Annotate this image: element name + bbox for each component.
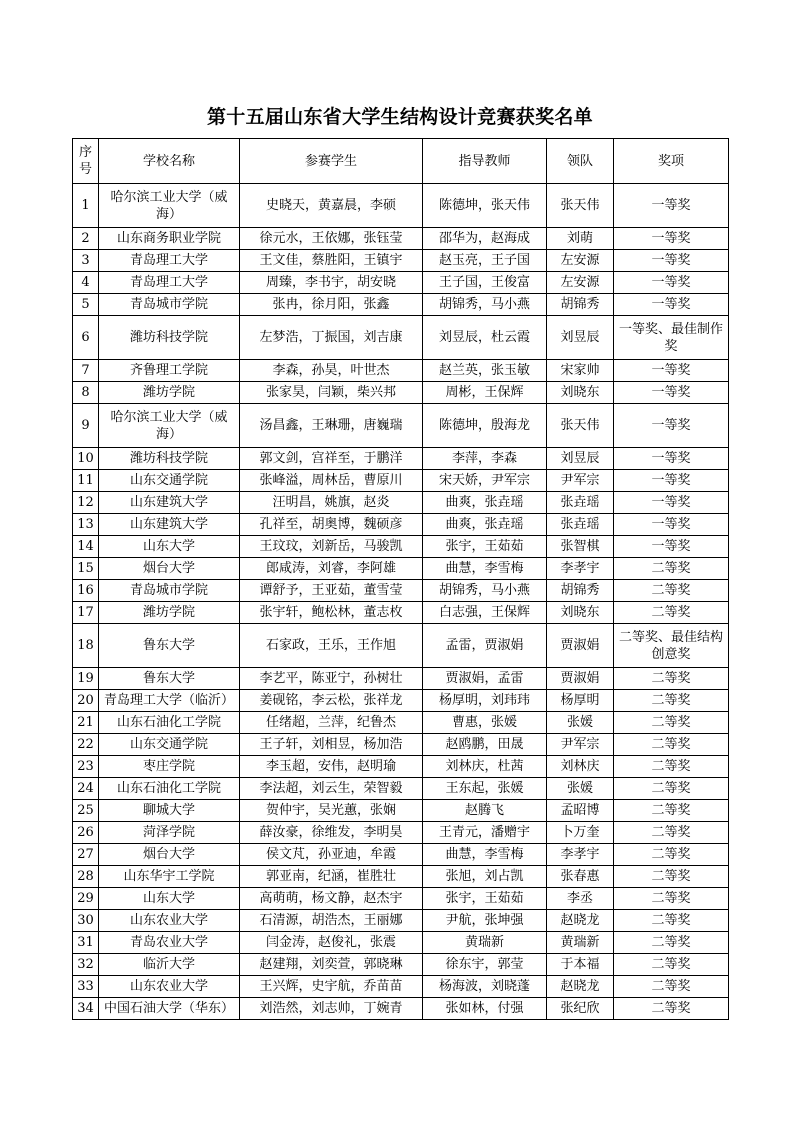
cell-school: 临沂大学 xyxy=(99,954,240,976)
cell-teachers: 刘昱辰，杜云霞 xyxy=(423,316,547,360)
cell-school: 青岛农业大学 xyxy=(99,932,240,954)
table-row xyxy=(73,734,729,756)
cell-students: 谭舒予，王亚茹，董雪莹 xyxy=(240,580,423,602)
cell-teachers: 陈德坤，殷海龙 xyxy=(423,404,547,448)
cell-no: 32 xyxy=(73,954,99,976)
cell-students: 周臻，李书宇，胡安晓 xyxy=(240,272,423,294)
table-row xyxy=(73,910,729,932)
header-row xyxy=(73,139,729,184)
cell-students: 赵建翔，刘奕萱，郭晓琳 xyxy=(240,954,423,976)
cell-students: 张家昊，闫颖，柴兴邦 xyxy=(240,382,423,404)
cell-school: 山东建筑大学 xyxy=(99,492,240,514)
cell-award: 二等奖 xyxy=(614,866,729,888)
cell-teachers: 张宇，王茹茹 xyxy=(423,888,547,910)
cell-students: 石清源，胡浩杰，王丽娜 xyxy=(240,910,423,932)
table-row xyxy=(73,558,729,580)
table-row xyxy=(73,998,729,1020)
cell-school: 青岛理工大学 xyxy=(99,250,240,272)
table-row xyxy=(73,404,729,448)
cell-leader: 赵晓龙 xyxy=(547,976,614,998)
table-row xyxy=(73,602,729,624)
cell-teachers: 周彬，王保辉 xyxy=(423,382,547,404)
cell-school: 山东商务职业学院 xyxy=(99,228,240,250)
cell-school: 哈尔滨工业大学（威海） xyxy=(99,404,240,448)
cell-teachers: 贾淑娟，孟雷 xyxy=(423,668,547,690)
table-row xyxy=(73,250,729,272)
cell-students: 王文佳，蔡胜阳，王镇宇 xyxy=(240,250,423,272)
cell-no: 30 xyxy=(73,910,99,932)
cell-leader: 李孝宇 xyxy=(547,558,614,580)
cell-award: 一等奖 xyxy=(614,228,729,250)
cell-no: 2 xyxy=(73,228,99,250)
cell-students: 汪明昌，姚旗，赵炎 xyxy=(240,492,423,514)
table-row xyxy=(73,932,729,954)
cell-school: 菏泽学院 xyxy=(99,822,240,844)
table-row xyxy=(73,888,729,910)
cell-teachers: 杨海波，刘晓蓬 xyxy=(423,976,547,998)
cell-students: 刘浩然，刘志帅，丁婉青 xyxy=(240,998,423,1020)
cell-leader: 张垚瑶 xyxy=(547,492,614,514)
cell-teachers: 宋天娇，尹军宗 xyxy=(423,470,547,492)
cell-leader: 张垚瑶 xyxy=(547,514,614,536)
cell-students: 张峰溢，周林岳，曹原川 xyxy=(240,470,423,492)
cell-students: 左梦浩，丁振国，刘吉康 xyxy=(240,316,423,360)
cell-students: 王玟玟，刘新岳，马骏凯 xyxy=(240,536,423,558)
cell-teachers: 张如林，付强 xyxy=(423,998,547,1020)
cell-award: 一等奖 xyxy=(614,294,729,316)
header-leader: 领队 xyxy=(547,139,614,184)
cell-leader: 刘林庆 xyxy=(547,756,614,778)
cell-school: 青岛理工大学 xyxy=(99,272,240,294)
cell-teachers: 张宇，王茹茹 xyxy=(423,536,547,558)
cell-students: 张宇轩，鲍松林，董志枚 xyxy=(240,602,423,624)
cell-students: 王兴辉，史宇航，乔苗苗 xyxy=(240,976,423,998)
cell-teachers: 王子国，王俊富 xyxy=(423,272,547,294)
cell-award: 一等奖、最佳制作奖 xyxy=(614,316,729,360)
cell-leader: 李丞 xyxy=(547,888,614,910)
cell-no: 11 xyxy=(73,470,99,492)
cell-students: 王子轩，刘相昱，杨加浩 xyxy=(240,734,423,756)
cell-no: 27 xyxy=(73,844,99,866)
cell-teachers: 刘林庆，杜茜 xyxy=(423,756,547,778)
cell-students: 姜砚铭，李云松，张祥龙 xyxy=(240,690,423,712)
cell-no: 8 xyxy=(73,382,99,404)
cell-teachers: 赵玉亮，王子国 xyxy=(423,250,547,272)
cell-leader: 刘晓东 xyxy=(547,602,614,624)
page-title: 第十五届山东省大学生结构设计竞赛获奖名单 xyxy=(206,106,593,128)
cell-no: 26 xyxy=(73,822,99,844)
table-row xyxy=(73,316,729,360)
cell-leader: 刘昱辰 xyxy=(547,448,614,470)
cell-award: 二等奖 xyxy=(614,932,729,954)
header-award: 奖项 xyxy=(614,139,729,184)
cell-students: 郭亚南，纪涵，崔胜壮 xyxy=(240,866,423,888)
table-row xyxy=(73,756,729,778)
cell-award: 二等奖 xyxy=(614,756,729,778)
cell-no: 20 xyxy=(73,690,99,712)
cell-no: 25 xyxy=(73,800,99,822)
cell-leader: 孟昭博 xyxy=(547,800,614,822)
cell-students: 任绪超，兰萍，纪鲁杰 xyxy=(240,712,423,734)
table-row xyxy=(73,690,729,712)
cell-no: 3 xyxy=(73,250,99,272)
cell-leader: 刘昱辰 xyxy=(547,316,614,360)
cell-leader: 张媛 xyxy=(547,712,614,734)
cell-school: 山东交通学院 xyxy=(99,470,240,492)
cell-leader: 杨厚明 xyxy=(547,690,614,712)
cell-no: 21 xyxy=(73,712,99,734)
cell-leader: 张智棋 xyxy=(547,536,614,558)
cell-students: 李森，孙昊，叶世杰 xyxy=(240,360,423,382)
cell-award: 一等奖 xyxy=(614,492,729,514)
header-no: 序 号 xyxy=(73,139,99,184)
table-row xyxy=(73,712,729,734)
cell-teachers: 尹航，张坤强 xyxy=(423,910,547,932)
cell-no: 7 xyxy=(73,360,99,382)
cell-school: 鲁东大学 xyxy=(99,668,240,690)
cell-school: 山东大学 xyxy=(99,888,240,910)
cell-teachers: 曲慧，李雪梅 xyxy=(423,844,547,866)
table-row xyxy=(73,272,729,294)
table-row xyxy=(73,954,729,976)
cell-no: 15 xyxy=(73,558,99,580)
cell-teachers: 王青元，潘赠宇 xyxy=(423,822,547,844)
table-row xyxy=(73,580,729,602)
table-row xyxy=(73,184,729,228)
cell-no: 10 xyxy=(73,448,99,470)
cell-award: 一等奖 xyxy=(614,470,729,492)
cell-no: 5 xyxy=(73,294,99,316)
table-body xyxy=(73,184,729,1020)
cell-teachers: 曲爽，张垚瑶 xyxy=(423,492,547,514)
cell-school: 山东华宇工学院 xyxy=(99,866,240,888)
table-row xyxy=(73,668,729,690)
cell-school: 青岛城市学院 xyxy=(99,294,240,316)
table-row xyxy=(73,800,729,822)
cell-students: 徐元水，王依娜，张钰莹 xyxy=(240,228,423,250)
cell-no: 12 xyxy=(73,492,99,514)
table-row xyxy=(73,382,729,404)
cell-leader: 胡锦秀 xyxy=(547,580,614,602)
cell-school: 山东农业大学 xyxy=(99,976,240,998)
cell-award: 二等奖 xyxy=(614,800,729,822)
table-row xyxy=(73,822,729,844)
cell-school: 青岛城市学院 xyxy=(99,580,240,602)
cell-award: 一等奖 xyxy=(614,184,729,228)
cell-no: 6 xyxy=(73,316,99,360)
cell-students: 史晓天，黄嘉晨，李硕 xyxy=(240,184,423,228)
cell-no: 19 xyxy=(73,668,99,690)
cell-no: 23 xyxy=(73,756,99,778)
cell-award: 一等奖 xyxy=(614,448,729,470)
cell-teachers: 白志强，王保辉 xyxy=(423,602,547,624)
header-teachers: 指导教师 xyxy=(423,139,547,184)
table-row xyxy=(73,866,729,888)
cell-leader: 于本福 xyxy=(547,954,614,976)
table-row xyxy=(73,624,729,668)
cell-leader: 尹军宗 xyxy=(547,470,614,492)
cell-teachers: 胡锦秀，马小燕 xyxy=(423,580,547,602)
cell-no: 34 xyxy=(73,998,99,1020)
cell-school: 中国石油大学（华东） xyxy=(99,998,240,1020)
cell-students: 汤昌鑫，王琳珊，唐巍瑞 xyxy=(240,404,423,448)
cell-school: 潍坊学院 xyxy=(99,602,240,624)
cell-teachers: 曲慧，李雪梅 xyxy=(423,558,547,580)
cell-school: 山东建筑大学 xyxy=(99,514,240,536)
table-row xyxy=(73,536,729,558)
cell-no: 4 xyxy=(73,272,99,294)
cell-award: 二等奖 xyxy=(614,690,729,712)
cell-leader: 刘晓东 xyxy=(547,382,614,404)
cell-leader: 赵晓龙 xyxy=(547,910,614,932)
cell-students: 郎咸涛，刘睿，李阿雄 xyxy=(240,558,423,580)
cell-leader: 贾淑娟 xyxy=(547,624,614,668)
cell-school: 齐鲁理工学院 xyxy=(99,360,240,382)
cell-award: 二等奖 xyxy=(614,778,729,800)
cell-leader: 左安源 xyxy=(547,272,614,294)
cell-leader: 黄瑞新 xyxy=(547,932,614,954)
cell-award: 一等奖 xyxy=(614,250,729,272)
cell-school: 潍坊科技学院 xyxy=(99,316,240,360)
cell-teachers: 徐东宇，郭莹 xyxy=(423,954,547,976)
cell-award: 二等奖 xyxy=(614,910,729,932)
cell-leader: 左安源 xyxy=(547,250,614,272)
cell-leader: 贾淑娟 xyxy=(547,668,614,690)
cell-students: 侯文芃，孙亚迪，牟霞 xyxy=(240,844,423,866)
table-row xyxy=(73,294,729,316)
cell-leader: 张媛 xyxy=(547,778,614,800)
cell-leader: 张天伟 xyxy=(547,184,614,228)
cell-no: 24 xyxy=(73,778,99,800)
cell-award: 二等奖 xyxy=(614,734,729,756)
cell-school: 山东交通学院 xyxy=(99,734,240,756)
cell-school: 哈尔滨工业大学（威海） xyxy=(99,184,240,228)
cell-award: 一等奖 xyxy=(614,404,729,448)
cell-students: 李法超，刘云生，荣智毅 xyxy=(240,778,423,800)
cell-school: 枣庄学院 xyxy=(99,756,240,778)
cell-no: 14 xyxy=(73,536,99,558)
cell-teachers: 孟雷，贾淑娟 xyxy=(423,624,547,668)
cell-leader: 胡锦秀 xyxy=(547,294,614,316)
cell-no: 16 xyxy=(73,580,99,602)
cell-award: 一等奖 xyxy=(614,360,729,382)
cell-no: 9 xyxy=(73,404,99,448)
table-row xyxy=(73,778,729,800)
cell-leader: 宋家帅 xyxy=(547,360,614,382)
cell-students: 薛汝豪，徐维发，李明昊 xyxy=(240,822,423,844)
header-students: 参赛学生 xyxy=(240,139,423,184)
cell-teachers: 王东起，张媛 xyxy=(423,778,547,800)
cell-school: 潍坊科技学院 xyxy=(99,448,240,470)
cell-leader: 张春惠 xyxy=(547,866,614,888)
cell-award: 一等奖 xyxy=(614,514,729,536)
cell-no: 31 xyxy=(73,932,99,954)
cell-no: 28 xyxy=(73,866,99,888)
cell-school: 山东石油化工学院 xyxy=(99,712,240,734)
cell-leader: 卜万奎 xyxy=(547,822,614,844)
cell-teachers: 赵兰英，张玉敏 xyxy=(423,360,547,382)
cell-award: 二等奖 xyxy=(614,712,729,734)
cell-students: 李玉超，安伟，赵明瑜 xyxy=(240,756,423,778)
cell-teachers: 赵腾飞 xyxy=(423,800,547,822)
cell-teachers: 张旭，刘占凯 xyxy=(423,866,547,888)
cell-teachers: 陈德坤，张天伟 xyxy=(423,184,547,228)
cell-school: 山东石油化工学院 xyxy=(99,778,240,800)
table-row xyxy=(73,228,729,250)
cell-award: 一等奖 xyxy=(614,536,729,558)
cell-no: 22 xyxy=(73,734,99,756)
cell-school: 山东农业大学 xyxy=(99,910,240,932)
cell-students: 闫金涛，赵俊礼，张震 xyxy=(240,932,423,954)
cell-school: 烟台大学 xyxy=(99,844,240,866)
table-row xyxy=(73,492,729,514)
cell-teachers: 赵鸥鹏，田晟 xyxy=(423,734,547,756)
cell-school: 山东大学 xyxy=(99,536,240,558)
cell-students: 郭文剑，宫祥至，于鹏洋 xyxy=(240,448,423,470)
cell-leader: 尹军宗 xyxy=(547,734,614,756)
cell-no: 18 xyxy=(73,624,99,668)
cell-award: 二等奖 xyxy=(614,668,729,690)
cell-teachers: 曹惠，张媛 xyxy=(423,712,547,734)
cell-no: 17 xyxy=(73,602,99,624)
cell-award: 二等奖 xyxy=(614,580,729,602)
cell-award: 一等奖 xyxy=(614,272,729,294)
cell-no: 1 xyxy=(73,184,99,228)
table-row xyxy=(73,514,729,536)
cell-no: 13 xyxy=(73,514,99,536)
cell-students: 李艺平，陈亚宁，孙树壮 xyxy=(240,668,423,690)
cell-award: 二等奖 xyxy=(614,602,729,624)
cell-teachers: 胡锦秀，马小燕 xyxy=(423,294,547,316)
cell-students: 张冉，徐月阳，张鑫 xyxy=(240,294,423,316)
cell-leader: 刘萌 xyxy=(547,228,614,250)
cell-award: 二等奖 xyxy=(614,976,729,998)
cell-leader: 张纪欣 xyxy=(547,998,614,1020)
cell-award: 二等奖 xyxy=(614,844,729,866)
cell-leader: 李孝宇 xyxy=(547,844,614,866)
cell-award: 二等奖 xyxy=(614,888,729,910)
cell-award: 一等奖 xyxy=(614,382,729,404)
cell-teachers: 曲爽，张垚瑶 xyxy=(423,514,547,536)
cell-award: 二等奖、最佳结构创意奖 xyxy=(614,624,729,668)
table-row xyxy=(73,360,729,382)
cell-award: 二等奖 xyxy=(614,822,729,844)
table-row xyxy=(73,844,729,866)
awards-table xyxy=(72,138,729,1020)
cell-no: 29 xyxy=(73,888,99,910)
cell-leader: 张天伟 xyxy=(547,404,614,448)
cell-school: 青岛理工大学（临沂） xyxy=(99,690,240,712)
cell-school: 聊城大学 xyxy=(99,800,240,822)
cell-students: 高萌萌，杨文静，赵杰宇 xyxy=(240,888,423,910)
cell-school: 鲁东大学 xyxy=(99,624,240,668)
cell-no: 33 xyxy=(73,976,99,998)
table-row xyxy=(73,976,729,998)
cell-teachers: 杨厚明，刘玮玮 xyxy=(423,690,547,712)
cell-teachers: 邵华为，赵海成 xyxy=(423,228,547,250)
cell-students: 贺仲宇，吴光蕙，张娴 xyxy=(240,800,423,822)
cell-teachers: 黄瑞新 xyxy=(423,932,547,954)
cell-award: 二等奖 xyxy=(614,954,729,976)
cell-teachers: 李萍，李森 xyxy=(423,448,547,470)
cell-students: 孔祥至，胡奥博，魏硕彦 xyxy=(240,514,423,536)
cell-school: 潍坊学院 xyxy=(99,382,240,404)
table-row xyxy=(73,448,729,470)
cell-school: 烟台大学 xyxy=(99,558,240,580)
cell-award: 二等奖 xyxy=(614,558,729,580)
cell-award: 二等奖 xyxy=(614,998,729,1020)
table-row xyxy=(73,470,729,492)
cell-students: 石家政，王乐，王作旭 xyxy=(240,624,423,668)
header-school: 学校名称 xyxy=(99,139,240,184)
